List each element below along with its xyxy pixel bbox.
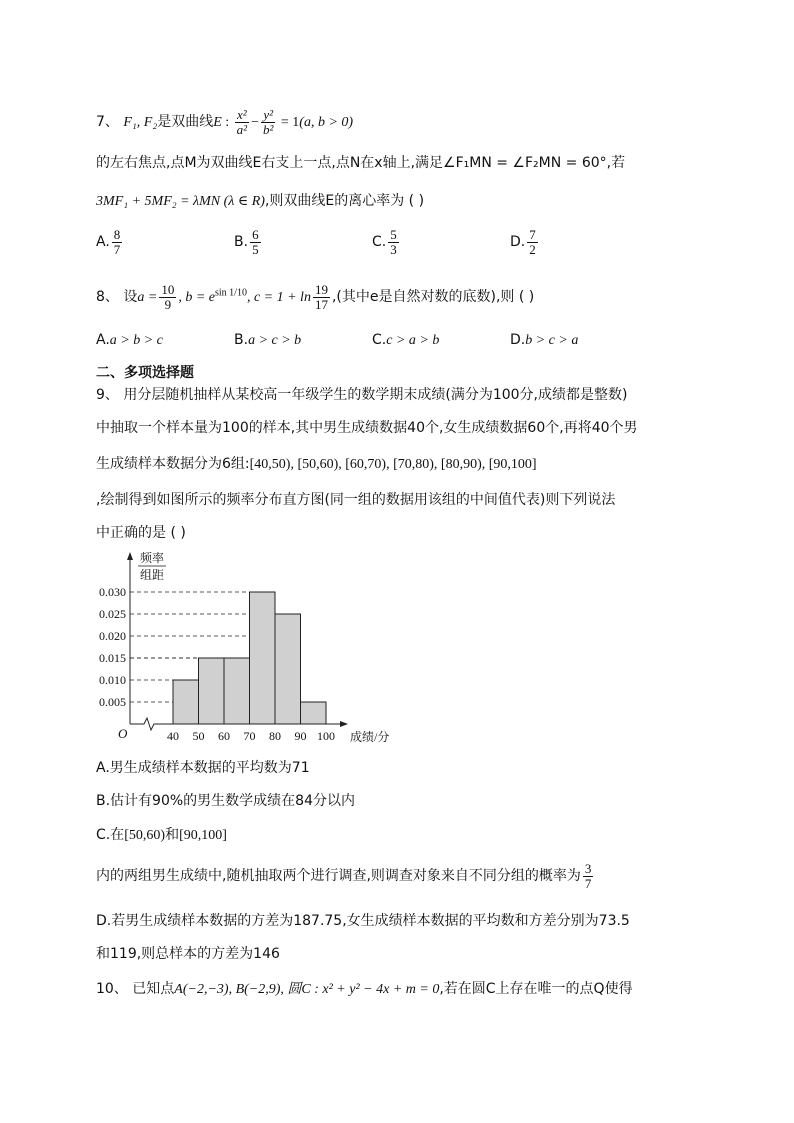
histogram-bar xyxy=(275,614,301,724)
q9-line2: 中抽取一个样本量为100的样本,其中男生成绩数据40个,女生成绩数据60个,再将40个男 xyxy=(96,420,638,436)
q7-option-a[interactable]: A. $\frac{8}{7}$ xyxy=(96,227,121,257)
x-tick-label: 70 xyxy=(243,729,256,743)
histogram-bar xyxy=(224,658,250,724)
q9-option-a[interactable]: A.男生成绩样本数据的平均数为71 xyxy=(96,760,310,776)
y-tick-label: 0.020 xyxy=(99,629,126,643)
q7-cond: (a, b > 0) xyxy=(299,115,354,131)
q8-option-d[interactable]: D.b > c > a xyxy=(510,332,579,348)
section-title: 二、多项选择题 xyxy=(96,365,194,381)
x-tick-label: 40 xyxy=(167,729,179,743)
q7-option-b[interactable]: B. $\frac{6}{5}$ xyxy=(234,227,259,257)
x-axis-arrow xyxy=(340,721,348,727)
q9-option-c[interactable]: C.在[50,60)和[90,100] xyxy=(96,827,227,843)
y-tick-label: 0.030 xyxy=(99,585,126,599)
y-tick-label: 0.015 xyxy=(99,651,126,665)
histogram-bar xyxy=(250,592,276,724)
q7-number: 7、 xyxy=(96,114,119,131)
q7-ask: ,则双曲线E的离心率为 ( ) xyxy=(264,193,425,209)
x-tick-label: 90 xyxy=(294,729,307,743)
q9-option-c-cont: 内的两组男生成绩中,随机抽取两个进行调查,则调查对象来自不同分组的概率为 $\frac{3}{7}$ xyxy=(96,861,592,891)
histogram-bar xyxy=(199,658,225,724)
x-axis-label: 成绩/分 xyxy=(350,730,390,744)
q7-option-d[interactable]: D. $\frac{7}{2}$ xyxy=(510,227,536,257)
q8-option-a[interactable]: A.a > b > c xyxy=(96,332,163,348)
x-tick-label: 60 xyxy=(218,729,230,743)
frequency-histogram xyxy=(90,548,410,748)
q10-stem: 10、 已知点A(−2,−3), B(−2,9), 圆C : x² + y² − 4x + m = 0,若在圆C上存在唯一的点Q使得 xyxy=(96,981,633,997)
y-axis-label-numerator: 频率 xyxy=(139,551,165,565)
y-tick-label: 0.010 xyxy=(99,673,126,687)
histogram-bar xyxy=(173,680,199,724)
q9-option-b[interactable]: B.估计有90%的男生数学成绩在84分以内 xyxy=(96,793,355,809)
q7-curve: E xyxy=(213,115,222,131)
y-axis-arrow xyxy=(127,552,133,560)
q7-option-c[interactable]: C. $\frac{5}{3}$ xyxy=(372,227,397,257)
q9-option-d[interactable]: D.若男生成绩样本数据的方差为187.75,女生成绩样本数据的平均数和方差分别为73.5 xyxy=(96,913,630,929)
q9-line1: 9、 用分层随机抽样从某校高一年级学生的数学期末成绩(满分为100分,成绩都是整数) xyxy=(96,387,628,403)
x-tick-label: 50 xyxy=(192,729,205,743)
y-tick-label: 0.005 xyxy=(99,695,126,709)
q7-stem: 是双曲线 xyxy=(157,114,214,131)
q7-line2: 的左右焦点,点M为双曲线E右支上一点,点N在x轴上,满足∠F₁MN = ∠F₂MN = 60°,若 xyxy=(96,155,626,171)
q9-option-d-cont: 和119,则总样本的方差为146 xyxy=(96,946,280,962)
x-tick-label: 100 xyxy=(317,729,335,743)
origin-label: O xyxy=(118,726,128,741)
y-axis-label-denominator: 组距 xyxy=(139,568,165,582)
q8-option-b[interactable]: B.a > c > b xyxy=(234,332,302,348)
q7-foci: F₁, F₂ xyxy=(123,115,158,131)
x-tick-label: 80 xyxy=(269,729,281,743)
q7-frac-x: $\frac{\text{x²}}{\text{a²}}$ xyxy=(236,107,248,137)
q7-vector-eq: 3MF₁ + 5MF₂ = λMN (λ ∈ R) xyxy=(96,194,265,209)
histogram-bar xyxy=(301,702,327,724)
q9-line4: ,绘制得到如图所示的频率分布直方图(同一组的数据用该组的中间值代表)则下列说法 xyxy=(96,492,616,508)
q9-line3: 生成绩样本数据分为6组:[40,50), [50,60), [60,70), [70,80), [80,90), [90,100] xyxy=(96,456,537,472)
q7-frac-y: $\frac{\text{y²}}{\text{b²}}$ xyxy=(262,107,274,137)
q8-stem: 8、 设a = $\frac{10}{9}$ , $b = e^{sin 1/10}$, c = 1 + ln $\frac{19}{17}$ ,(其中e是自然对数的底数),则 ( ) xyxy=(96,282,535,312)
y-tick-label: 0.025 xyxy=(99,607,126,621)
q9-line5: 中正确的是 ( ) xyxy=(96,525,186,541)
q7-line3 xyxy=(96,190,424,210)
q7-line1: 7、 F₁, F₂是双曲线E : $\frac{\text{x²}}{\text{a²}}$ − $\frac{\text{y²}}{\text{b²}}$ = 1(a, b > 0) xyxy=(96,107,354,137)
q9-groups: [40,50), [50,60), [60,70), [70,80), [80,90), [90,100] xyxy=(249,457,537,472)
q8-option-c[interactable]: C.c > a > b xyxy=(372,332,440,348)
